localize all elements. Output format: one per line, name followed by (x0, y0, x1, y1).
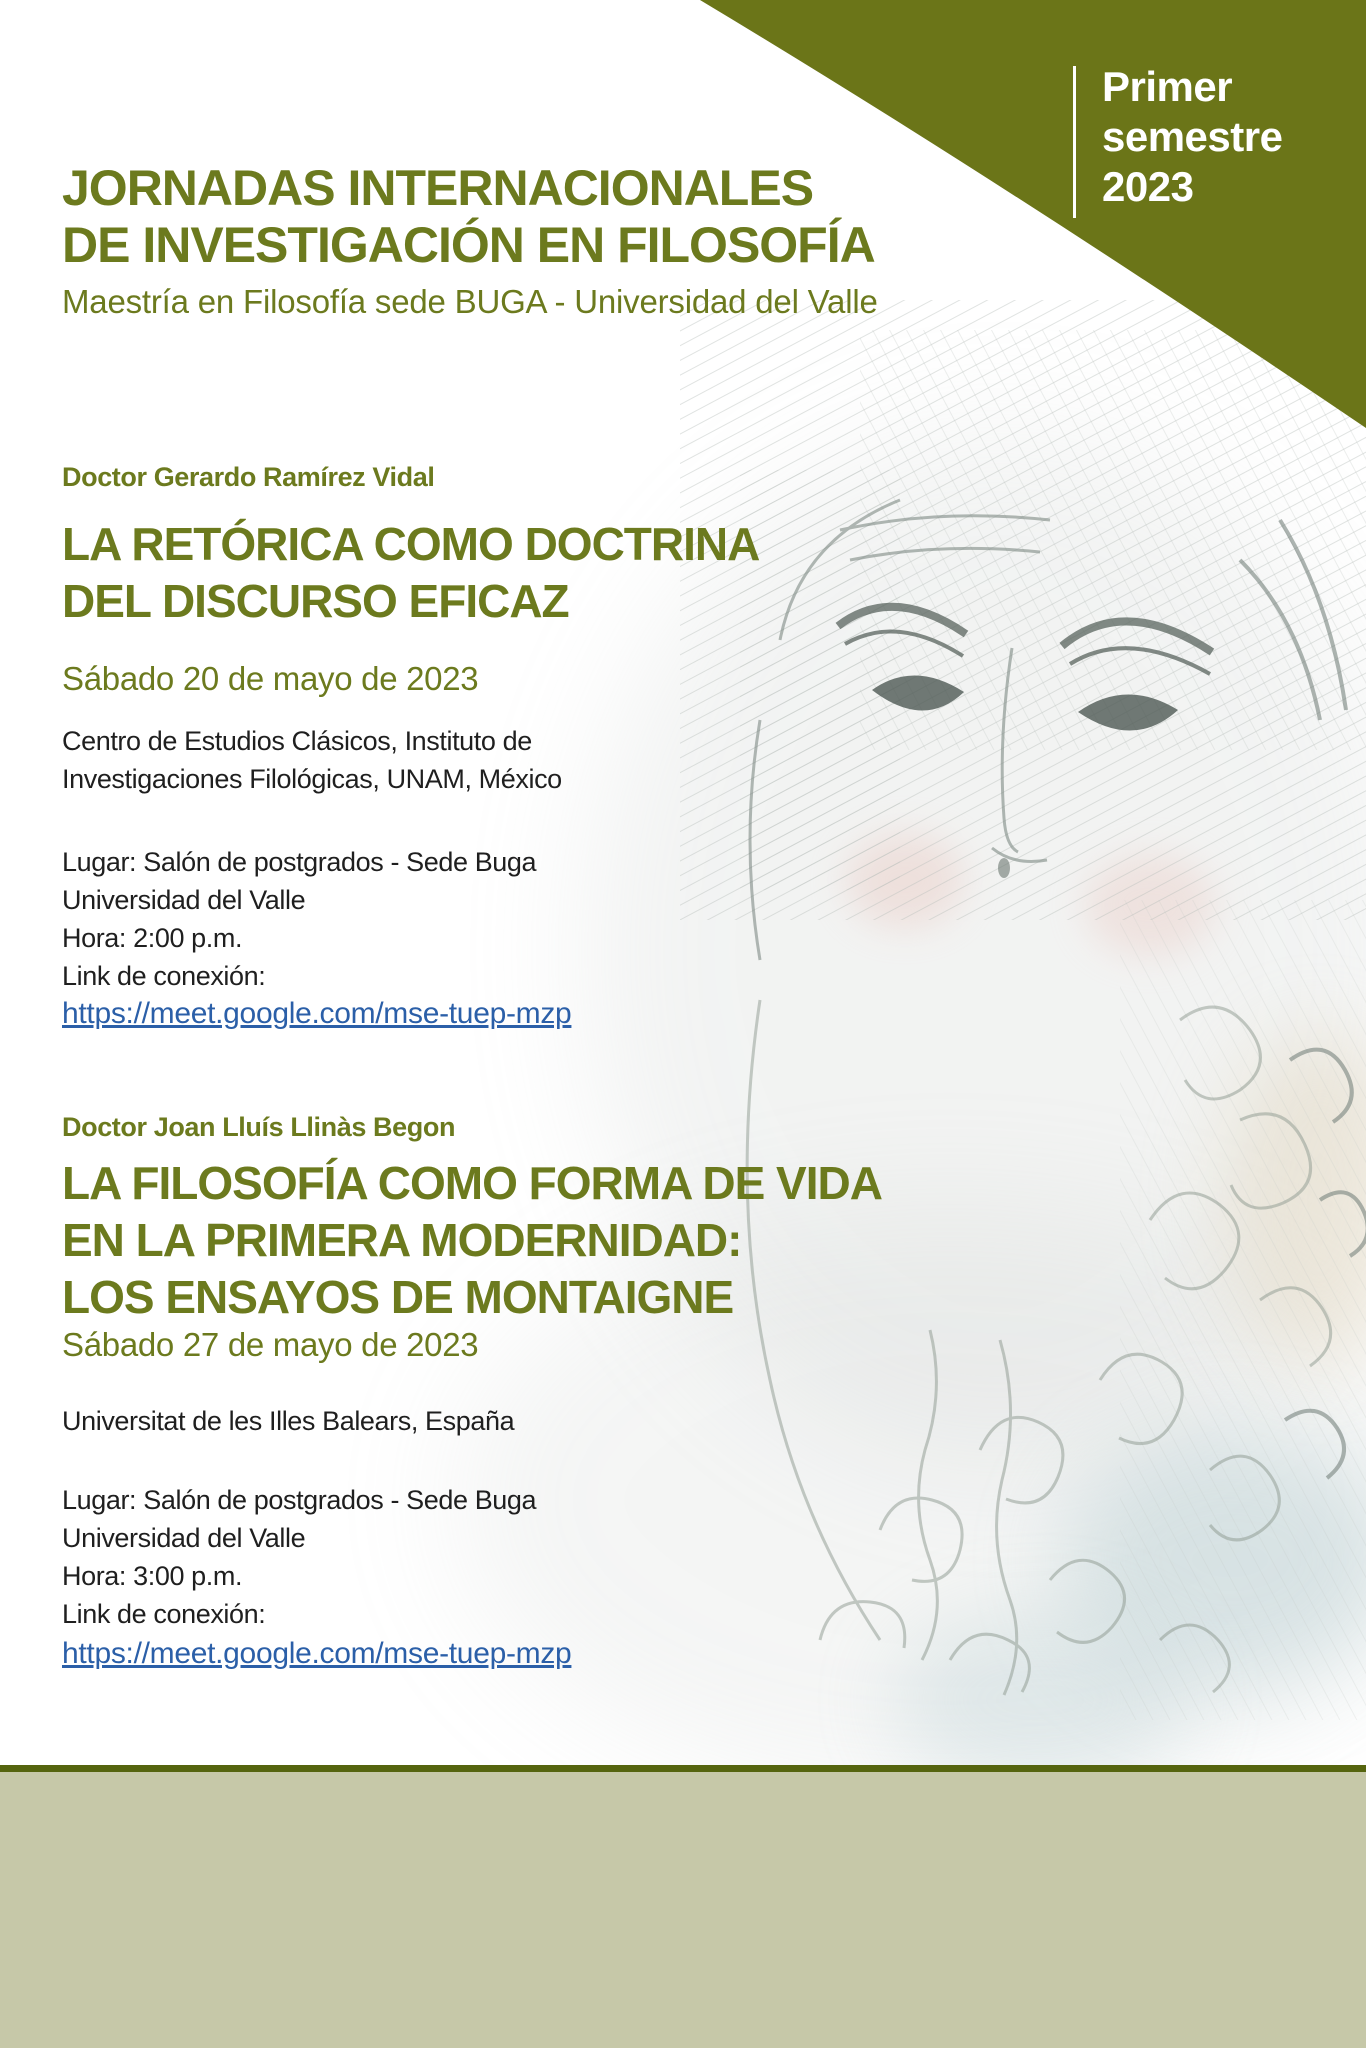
session1-title (62, 516, 759, 630)
session2-venue-line-4: Link de conexión: (62, 1599, 266, 1629)
banner-line-3: 2023 (1102, 163, 1194, 210)
banner-divider-line (1073, 66, 1076, 218)
session2-title-line-2: EN LA PRIMERA MODERNIDAD: (62, 1214, 742, 1266)
session2-affiliation: Universitat de les Illes Balears, España (62, 1406, 515, 1436)
session2-venue-line-2: Universidad del Valle (62, 1523, 306, 1553)
session1-speaker: Doctor Gerardo Ramírez Vidal (62, 462, 435, 492)
banner-line-2: semestre (1102, 113, 1283, 160)
session1-title-line-2: DEL DISCURSO EFICAZ (62, 575, 569, 627)
page-title-line-2: DE INVESTIGACIÓN EN FILOSOFÍA (62, 217, 875, 273)
session1-venue-line-2: Universidad del Valle (62, 885, 306, 915)
session2-title-line-3: LOS ENSAYOS DE MONTAIGNE (62, 1271, 734, 1323)
session1-affiliation-line-2: Investigaciones Filológicas, UNAM, México (62, 764, 562, 794)
semester-banner (1102, 62, 1282, 212)
session1-link-row (62, 997, 571, 1031)
footer-top-bar (0, 1765, 1366, 1772)
page-title-line-1: JORNADAS INTERNACIONALES (62, 160, 814, 216)
session2-venue-line-1: Lugar: Salón de postgrados - Sede Buga (62, 1485, 537, 1515)
session2-link-row (62, 1637, 571, 1671)
session1-venue-line-3: Hora: 2:00 p.m. (62, 923, 243, 953)
session1-title-line-1: LA RETÓRICA COMO DOCTRINA (62, 518, 760, 570)
footer-band (0, 1772, 1366, 2048)
session1-venue-line-1: Lugar: Salón de postgrados - Sede Buga (62, 847, 537, 877)
session2-speaker: Doctor Joan Lluís Llinàs Begon (62, 1112, 456, 1142)
banner-line-1: Primer (1102, 63, 1233, 110)
session1-venue (62, 843, 536, 995)
session2-venue (62, 1481, 536, 1633)
session1-meet-link[interactable]: https://meet.google.com/mse-tuep-mzp (62, 997, 572, 1030)
session2-meet-link[interactable]: https://meet.google.com/mse-tuep-mzp (62, 1637, 572, 1670)
page-subtitle: Maestría en Filosofía sede BUGA - Universidad del Valle (62, 283, 878, 320)
session1-venue-line-4: Link de conexión: (62, 961, 266, 991)
session1-date: Sábado 20 de mayo de 2023 (62, 660, 479, 697)
session2-title (62, 1155, 882, 1326)
session1-affiliation (62, 722, 562, 798)
session2-title-line-1: LA FILOSOFÍA COMO FORMA DE VIDA (62, 1157, 882, 1209)
session2-date: Sábado 27 de mayo de 2023 (62, 1326, 479, 1363)
session2-venue-line-3: Hora: 3:00 p.m. (62, 1561, 243, 1591)
session1-affiliation-line-1: Centro de Estudios Clásicos, Instituto de (62, 726, 532, 756)
page-title (62, 160, 875, 274)
